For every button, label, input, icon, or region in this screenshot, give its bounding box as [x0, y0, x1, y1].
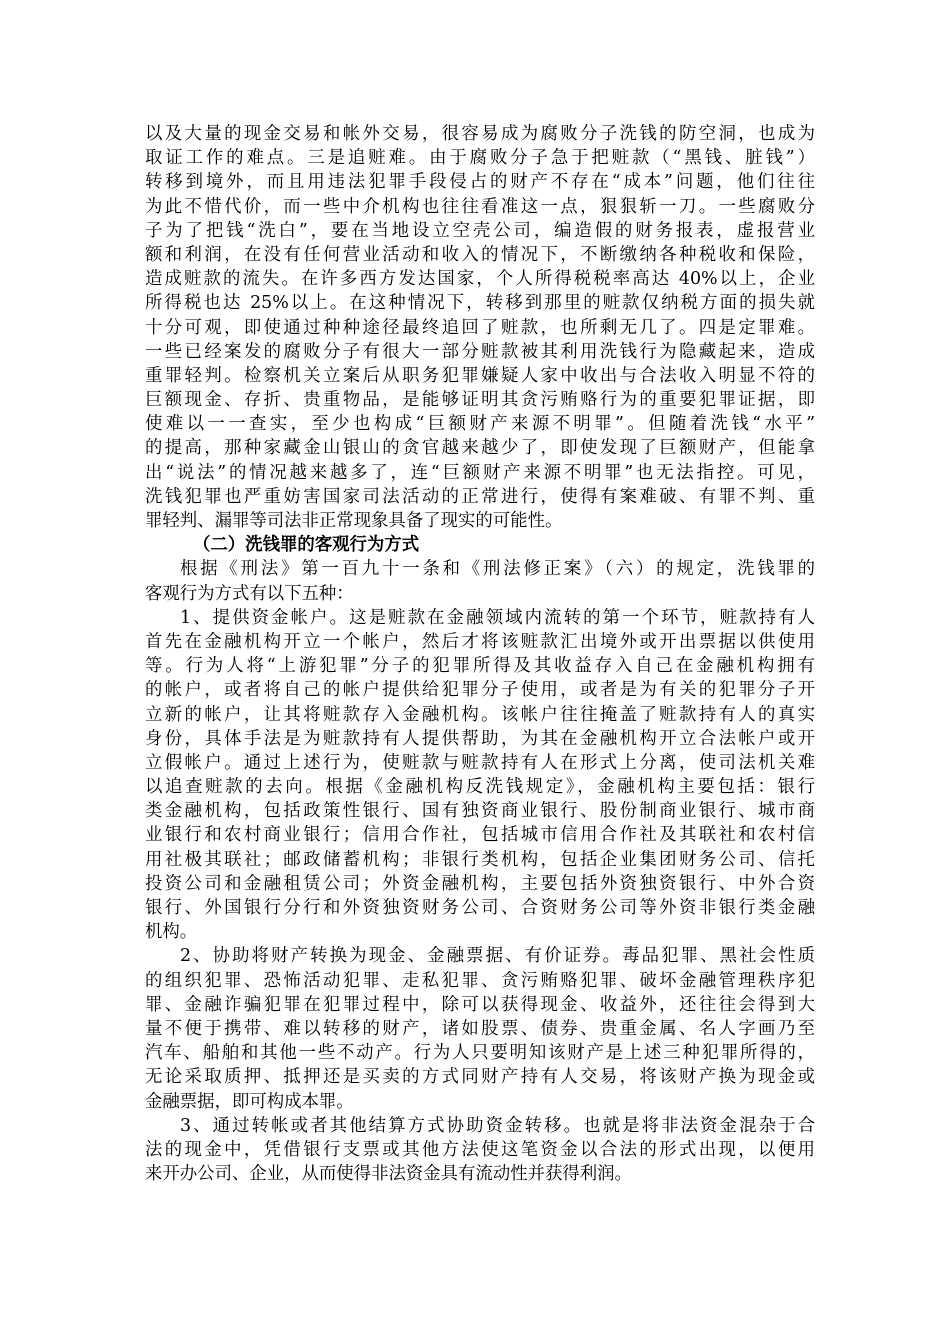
- text-line: 为此不惜代价，而一些中介机构也往往看准这一点，狠狠斩一刀。一些腐败分: [145, 196, 815, 217]
- text-line: 子为了把钱“洗白”，要在当地设立空壳公司，编造假的财务报表，虚报营业: [145, 220, 815, 241]
- text-line: 金融票据，即可构成本罪。: [145, 1091, 354, 1112]
- text-line: 所得税也达 25%以上。在这种情况下，转移到那里的赃款仅纳税方面的损失就: [145, 293, 815, 314]
- text-line: 以追查赃款的去向。根据《金融机构反洗钱规定》，金融机构主要包括：银行: [145, 777, 815, 798]
- text-line: 取证工作的难点。三是追赃难。由于腐败分子急于把赃款（“黑钱、脏钱”）: [145, 148, 815, 169]
- text-line: 十分可观，即使通过种种途径最终追回了赃款，也所剩无几了。四是定罪难。: [145, 317, 815, 338]
- text-line: 汽车、船舶和其他一些不动产。行为人只要明知该财产是上述三种犯罪所得的，: [145, 1043, 815, 1064]
- text-line: 等。行为人将“上游犯罪”分子的犯罪所得及其收益存入自己在金融机构拥有: [145, 656, 815, 677]
- text-line: 洗钱犯罪也严重妨害国家司法活动的正常进行，使得有案难破、有罪不判、重: [145, 486, 815, 507]
- text-line: 出“说法”的情况越来越多了，连“巨额财产来源不明罪”也无法指控。可见，: [145, 462, 815, 483]
- text-line: 立假帐户。通过上述行为，使赃款与赃款持有人在形式上分离，使司法机关难: [145, 752, 815, 773]
- text-line: 罪轻判、漏罪等司法非正常现象具备了现实的可能性。: [145, 511, 563, 531]
- section-heading: （二）洗钱罪的客观行为方式: [193, 535, 420, 556]
- text-line: 立新的帐户，让其将赃款存入金融机构。该帐户往往掩盖了赃款持有人的真实: [145, 704, 815, 725]
- text-line: 使难以一一查实，至少也构成“巨额财产来源不明罪”。但随着洗钱“水平”: [145, 414, 815, 435]
- paragraph-first-line: 2、协助将财产转换为现金、金融票据、有价证券。毒品犯罪、黑社会性质: [180, 946, 815, 967]
- paragraph-first-line: 根据《刑法》第一百九十一条和《刑法修正案》（六）的规定，洗钱罪的: [180, 559, 815, 580]
- text-line: 巨额现金、存折、贵重物品，是能够证明其贪污贿赂行为的重要犯罪证据，即: [145, 390, 815, 411]
- text-line: 类金融机构，包括政策性银行、国有独资商业银行、股份制商业银行、城市商: [145, 801, 815, 822]
- text-line: 转移到境外，而且用违法犯罪手段侵占的财产不存在“成本”问题，他们往往: [145, 172, 815, 193]
- text-line: 造成赃款的流失。在许多西方发达国家，个人所得税税率高达 40%以上，企业: [145, 269, 815, 290]
- text-line: 法的现金中，凭借银行支票或其他方法使这笔资金以合法的形式出现，以便用: [145, 1139, 815, 1160]
- paragraph-first-line: 3、通过转帐或者其他结算方式协助资金转移。也就是将非法资金混杂于合: [180, 1115, 815, 1136]
- text-line: 一些已经案发的腐败分子有很大一部分赃款被其利用洗钱行为隐藏起来，造成: [145, 341, 815, 362]
- text-line: 无论采取质押、抵押还是买卖的方式同财产持有人交易，将该财产换为现金或: [145, 1067, 815, 1088]
- text-line: 身份，具体手法是为赃款持有人提供帮助，为其在金融机构开立合法帐户或开: [145, 728, 815, 749]
- text-line: 首先在金融机构开立一个帐户，然后才将该赃款汇出境外或开出票据以供使用: [145, 631, 815, 652]
- text-line: 客观行为方式有以下五种：: [145, 583, 354, 604]
- text-line: 用社极其联社；邮政储蓄机构；非银行类机构，包括企业集团财务公司、信托: [145, 849, 815, 870]
- text-line: 机构。: [145, 922, 198, 943]
- body-text: [145, 122, 815, 1186]
- text-line: 来开办公司、企业，从而使得非法资金具有流动性并获得利润。: [145, 1164, 632, 1185]
- text-line: 罪、金融诈骗犯罪在犯罪过程中，除可以获得现金、收益外，还往往会得到大: [145, 994, 815, 1015]
- text-line: 的帐户，或者将自己的帐户提供给犯罪分子使用，或者是为有关的犯罪分子开: [145, 680, 815, 701]
- text-line: 业银行和农村商业银行；信用合作社，包括城市信用合作社及其联社和农村信: [145, 825, 815, 846]
- text-line: 的组织犯罪、恐怖活动犯罪、走私犯罪、贪污贿赂犯罪、破坏金融管理秩序犯: [145, 970, 815, 991]
- paragraph-first-line: 1、提供资金帐户。这是赃款在金融领域内流转的第一个环节，赃款持有人: [180, 607, 815, 628]
- text-line: 投资公司和金融租赁公司；外资金融机构，主要包括外资独资银行、中外合资: [145, 873, 815, 894]
- text-line: 的提高，那种家藏金山银山的贪官越来越少了，即使发现了巨额财产，但能拿: [145, 438, 815, 459]
- text-line: 银行、外国银行分行和外资独资财务公司、合资财务公司等外资非银行类金融: [145, 898, 815, 918]
- text-line: 重罪轻判。检察机关立案后从职务犯罪嫌疑人家中收出与合法收入明显不符的: [145, 365, 815, 386]
- text-line: 额和利润，在没有任何营业活动和收入的情况下，不断缴纳各种税收和保险，: [145, 244, 815, 265]
- text-line: 量不便于携带、难以转移的财产，诸如股票、债券、贵重金属、名人字画乃至: [145, 1018, 815, 1039]
- text-line: 以及大量的现金交易和帐外交易，很容易成为腐败分子洗钱的防空洞，也成为: [145, 124, 815, 144]
